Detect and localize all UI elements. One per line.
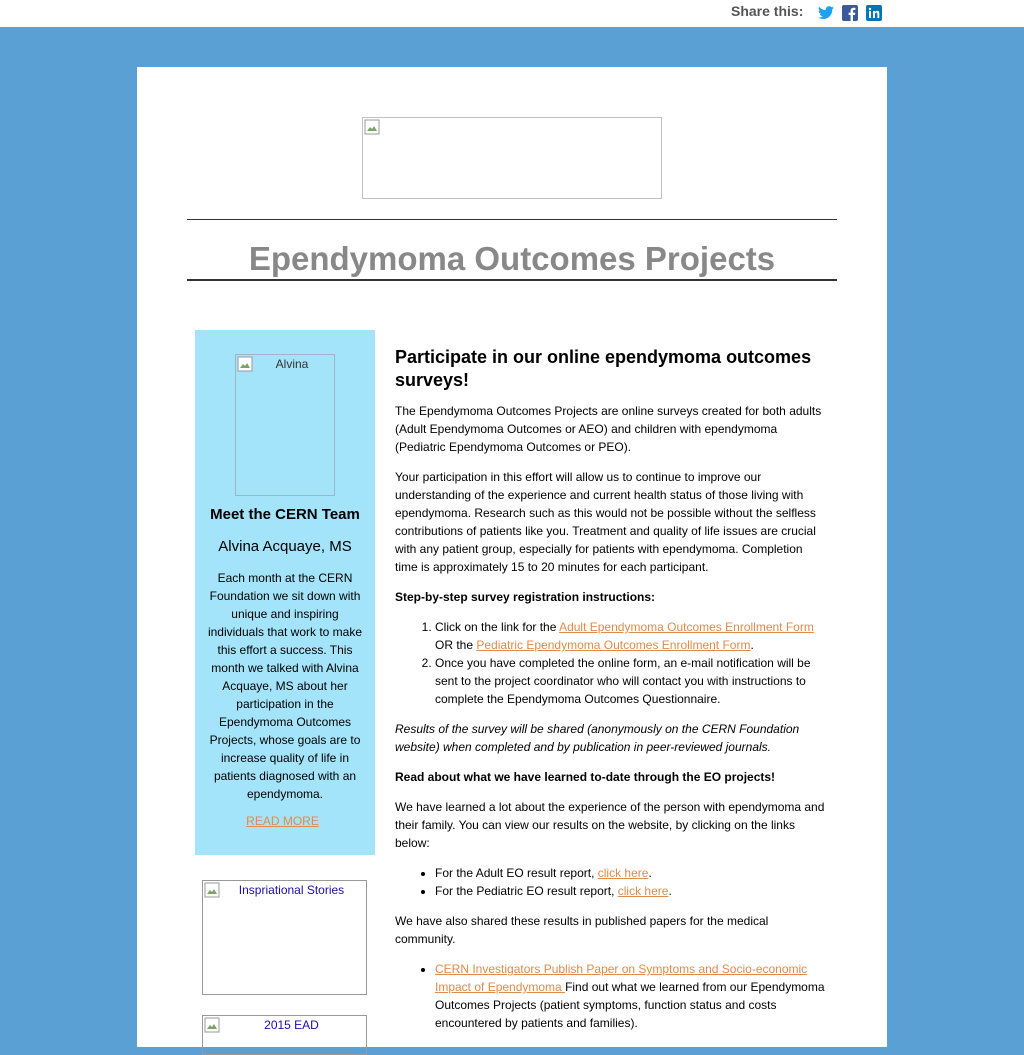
step1-prefix: Click on the link for the xyxy=(435,620,560,634)
list-item xyxy=(435,960,827,1032)
reports-list xyxy=(395,864,827,900)
step1-suffix: . xyxy=(750,638,754,652)
steps-heading: Step-by-step survey registration instructions: xyxy=(395,590,656,604)
list-item xyxy=(435,864,827,882)
learned-heading: Read about what we have learned to-date through the EO projects! xyxy=(395,770,776,784)
adult-report-period: . xyxy=(648,866,652,880)
list-item xyxy=(435,618,827,654)
pediatric-report-link[interactable]: click here xyxy=(617,884,669,898)
linkedin-icon[interactable] xyxy=(866,5,882,21)
ead-alt-text: 2015 EAD xyxy=(264,1018,319,1032)
pediatric-report-prefix: For the Pediatric EO result report, xyxy=(435,884,618,898)
main-content xyxy=(395,346,827,1044)
ead-image[interactable] xyxy=(202,1015,367,1055)
avatar xyxy=(235,354,335,496)
read-more-link[interactable]: READ MORE xyxy=(246,814,319,828)
member-name: Alvina Acquaye, MS xyxy=(218,538,352,555)
broken-image-icon xyxy=(204,1017,220,1033)
facebook-icon[interactable] xyxy=(842,5,858,21)
share-bar xyxy=(0,0,1024,27)
broken-image-icon xyxy=(204,882,220,898)
intro-paragraph: The Ependymoma Outcomes Projects are online surveys created for both adults (Adult Ependymoma Outcomes or AEO) and children with ependymoma (Pediatric Ependymoma Outcomes or PEO). xyxy=(395,404,822,454)
results-note: Results of the survey will be shared (anonymously on the CERN Foundation website) when completed and by publication in peer-reviewed journals. xyxy=(395,722,800,754)
papers-paragraph: We have also shared these results in published papers for the medical community. xyxy=(395,914,769,946)
logo-image-placeholder xyxy=(362,117,662,199)
avatar-alt-text: Alvina xyxy=(275,357,309,371)
stories-alt-text: Inspriational Stories xyxy=(238,883,345,897)
pediatric-report-period: . xyxy=(668,884,672,898)
paper-description: Find out what we learned from our Ependymoma Outcomes Projects (patient symptoms, function status and costs encountered by patients and families). xyxy=(435,980,825,1030)
inspirational-stories-image[interactable] xyxy=(202,880,367,995)
step1-or: OR the xyxy=(435,638,477,652)
team-title: Meet the CERN Team xyxy=(210,506,360,523)
list-item: 2. Once you have completed the online form, an e-mail notification will be sent to the project coordinator who will contact you with instructions to complete the Ependymoma Outcomes Questionnaire. xyxy=(435,654,827,708)
papers-list xyxy=(395,960,827,1032)
title-divider-top xyxy=(187,219,837,220)
steps-list xyxy=(395,618,827,708)
newsletter-container xyxy=(137,67,887,1047)
pediatric-enrollment-link[interactable]: Pediatric Ependymoma Outcomes Enrollment Form xyxy=(476,638,751,652)
team-spotlight xyxy=(195,330,375,855)
list-item xyxy=(435,882,827,900)
broken-image-icon xyxy=(364,119,380,135)
adult-report-link[interactable]: click here xyxy=(597,866,649,880)
share-label: Share this: xyxy=(731,3,804,19)
adult-enrollment-link[interactable]: Adult Ependymoma Outcomes Enrollment Form xyxy=(559,620,814,634)
learned-paragraph: We have learned a lot about the experience of the person with ependymoma and their family. You can view our results on the website, by clicking on the links below: xyxy=(395,800,825,850)
page-title: Ependymoma Outcomes Projects xyxy=(248,240,776,277)
adult-report-prefix: For the Adult EO result report, xyxy=(435,866,598,880)
main-heading: Participate in our online ependymoma outcomes surveys! xyxy=(395,347,812,390)
broken-image-icon xyxy=(237,356,253,372)
participation-paragraph: Your participation in this effort will allow us to continue to improve our understanding of the experience and current health status of those living with ependymoma. Research such as this would not be possible without the selfless contributions of patients like you. Treatment and quality of life issues are crucial with any patient group, especially for patients with ependymoma. Completion time is approximately 15 to 20 minutes for each participant. xyxy=(395,470,816,574)
member-blurb: Each month at the CERN Foundation we sit down with unique and inspiring individuals that work to make this effort a success. This month we talked with Alvina Acquaye, MS about her participation in the Ependymoma Outcomes Projects, whose goals are to increase quality of life in patients diagnosed with an ependymoma. xyxy=(207,571,363,801)
title-divider-bottom xyxy=(187,279,837,281)
paper-link[interactable]: CERN Investigators Publish Paper on Symptoms and Socio-economic Impact of Ependymoma xyxy=(435,962,808,994)
twitter-icon[interactable] xyxy=(818,5,834,21)
